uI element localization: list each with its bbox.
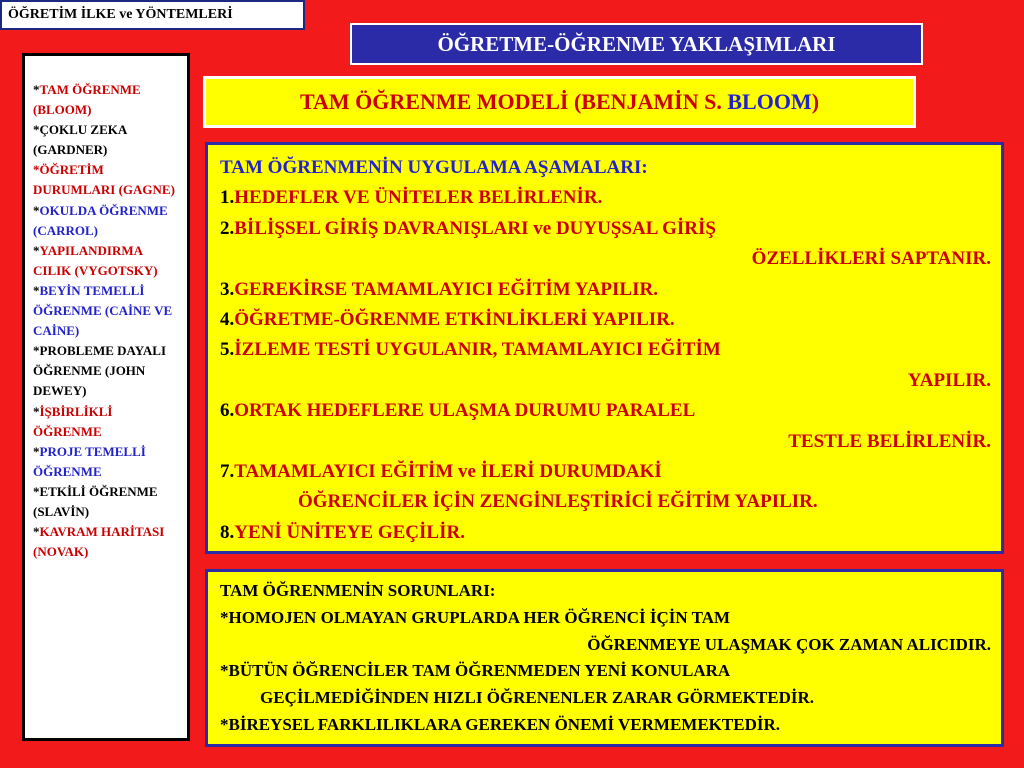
stage-2-cont: ÖZELLİKLERİ SAPTANIR. [751,248,991,270]
corner-label: ÖĞRETİM İLKE ve YÖNTEMLERİ [0,0,305,30]
sidebar-item-tam-ogrenme: *TAM ÖĞRENME (BLOOM) [33,82,141,118]
approaches-sidebar [22,53,190,741]
model-title: TAM ÖĞRENME MODELİ (BENJAMİN S. BLOOM ) [203,76,916,128]
sidebar-item-yapilandirmacilik: *YAPILANDIRMA CILIK (VYGOTSKY) [33,242,158,278]
sidebar-item-kavram-haritasi: *KAVRAM HARİTASI (NOVAK) [33,524,165,560]
stage-1: 1.HEDEFLER VE ÜNİTELER BELİRLENİR. [220,187,603,209]
problem-2: *BÜTÜN ÖĞRENCİLER TAM ÖĞRENMEDEN YENİ KONULARA [220,661,731,681]
stages-header: TAM ÖĞRENMENİN UYGULAMA AŞAMALARI: [220,157,648,178]
stage-2: 2.BİLİŞSEL GİRİŞ DAVRANIŞLARI ve DUYUŞSAL GİRİŞ [220,217,716,239]
problem-1-cont: ÖĞRENMEYE ULAŞMAK ÇOK ZAMAN ALICIDIR. [587,634,991,654]
stage-6: 6.ORTAK HEDEFLERE ULAŞMA DURUMU PARALEL [220,400,696,422]
stage-3: 3.GEREKİRSE TAMAMLAYICI EĞİTİM YAPILIR. [220,278,658,300]
stage-5-cont: YAPILIR. [907,369,991,391]
sidebar-item-etkili-ogrenme: *ETKİLİ ÖĞRENME (SLAVİN) [33,483,158,519]
main-title: ÖĞRETME-ÖĞRENME YAKLAŞIMLARI [350,23,923,65]
stage-4: 4.ÖĞRETME-ÖĞRENME ETKİNLİKLERİ YAPILIR. [220,309,675,331]
sidebar-item-proje-temelli: *PROJE TEMELLİ ÖĞRENME [33,443,146,479]
problem-1: *HOMOJEN OLMAYAN GRUPLARDA HER ÖĞRENCİ İÇİN TAM [220,607,731,627]
sidebar-item-isbirlikli: *İŞBİRLİKLİ ÖĞRENME [33,403,113,439]
stage-5: 5.İZLEME TESTİ UYGULANIR, TAMAMLAYICI EĞİTİM [220,339,721,361]
sidebar-item-beyin-temelli: *BEYİN TEMELLİ ÖĞRENME (CAİNE VE CAİNE) [33,282,173,339]
stage-6-cont: TESTLE BELİRLENİR. [788,430,991,452]
sidebar-item-probleme-dayali: *PROBLEME DAYALI ÖĞRENME (JOHN DEWEY) [33,343,167,399]
sidebar-item-ogretim-durumlari: *ÖĞRETİM DURUMLARI (GAGNE) [33,162,175,198]
stage-7-cont: ÖĞRENCİLER İÇİN ZENGİNLEŞTİRİCİ EĞİTİM YAPILIR. [298,491,818,513]
problems-header: TAM ÖĞRENMENİN SORUNLARI: [220,581,496,600]
implementation-stages-box [205,142,1004,554]
problems-box [205,569,1004,747]
stage-8: 8.YENİ ÜNİTEYE GEÇİLİR. [220,521,465,543]
sidebar-item-okulda-ogrenme: *OKULDA ÖĞRENME (CARROL) [33,202,168,238]
problem-2-cont: GEÇİLMEDİĞİNDEN HIZLI ÖĞRENENLER ZARAR GÖRMEKTEDİR. [260,688,814,708]
problem-3: *BİREYSEL FARKLILIKLARA GEREKEN ÖNEMİ VERMEMEKTEDİR. [220,714,780,734]
stage-7: 7.TAMAMLAYICI EĞİTİM ve İLERİ DURUMDAKİ [220,461,662,483]
sidebar-item-coklu-zeka: *ÇOKLU ZEKA (GARDNER) [33,122,127,158]
